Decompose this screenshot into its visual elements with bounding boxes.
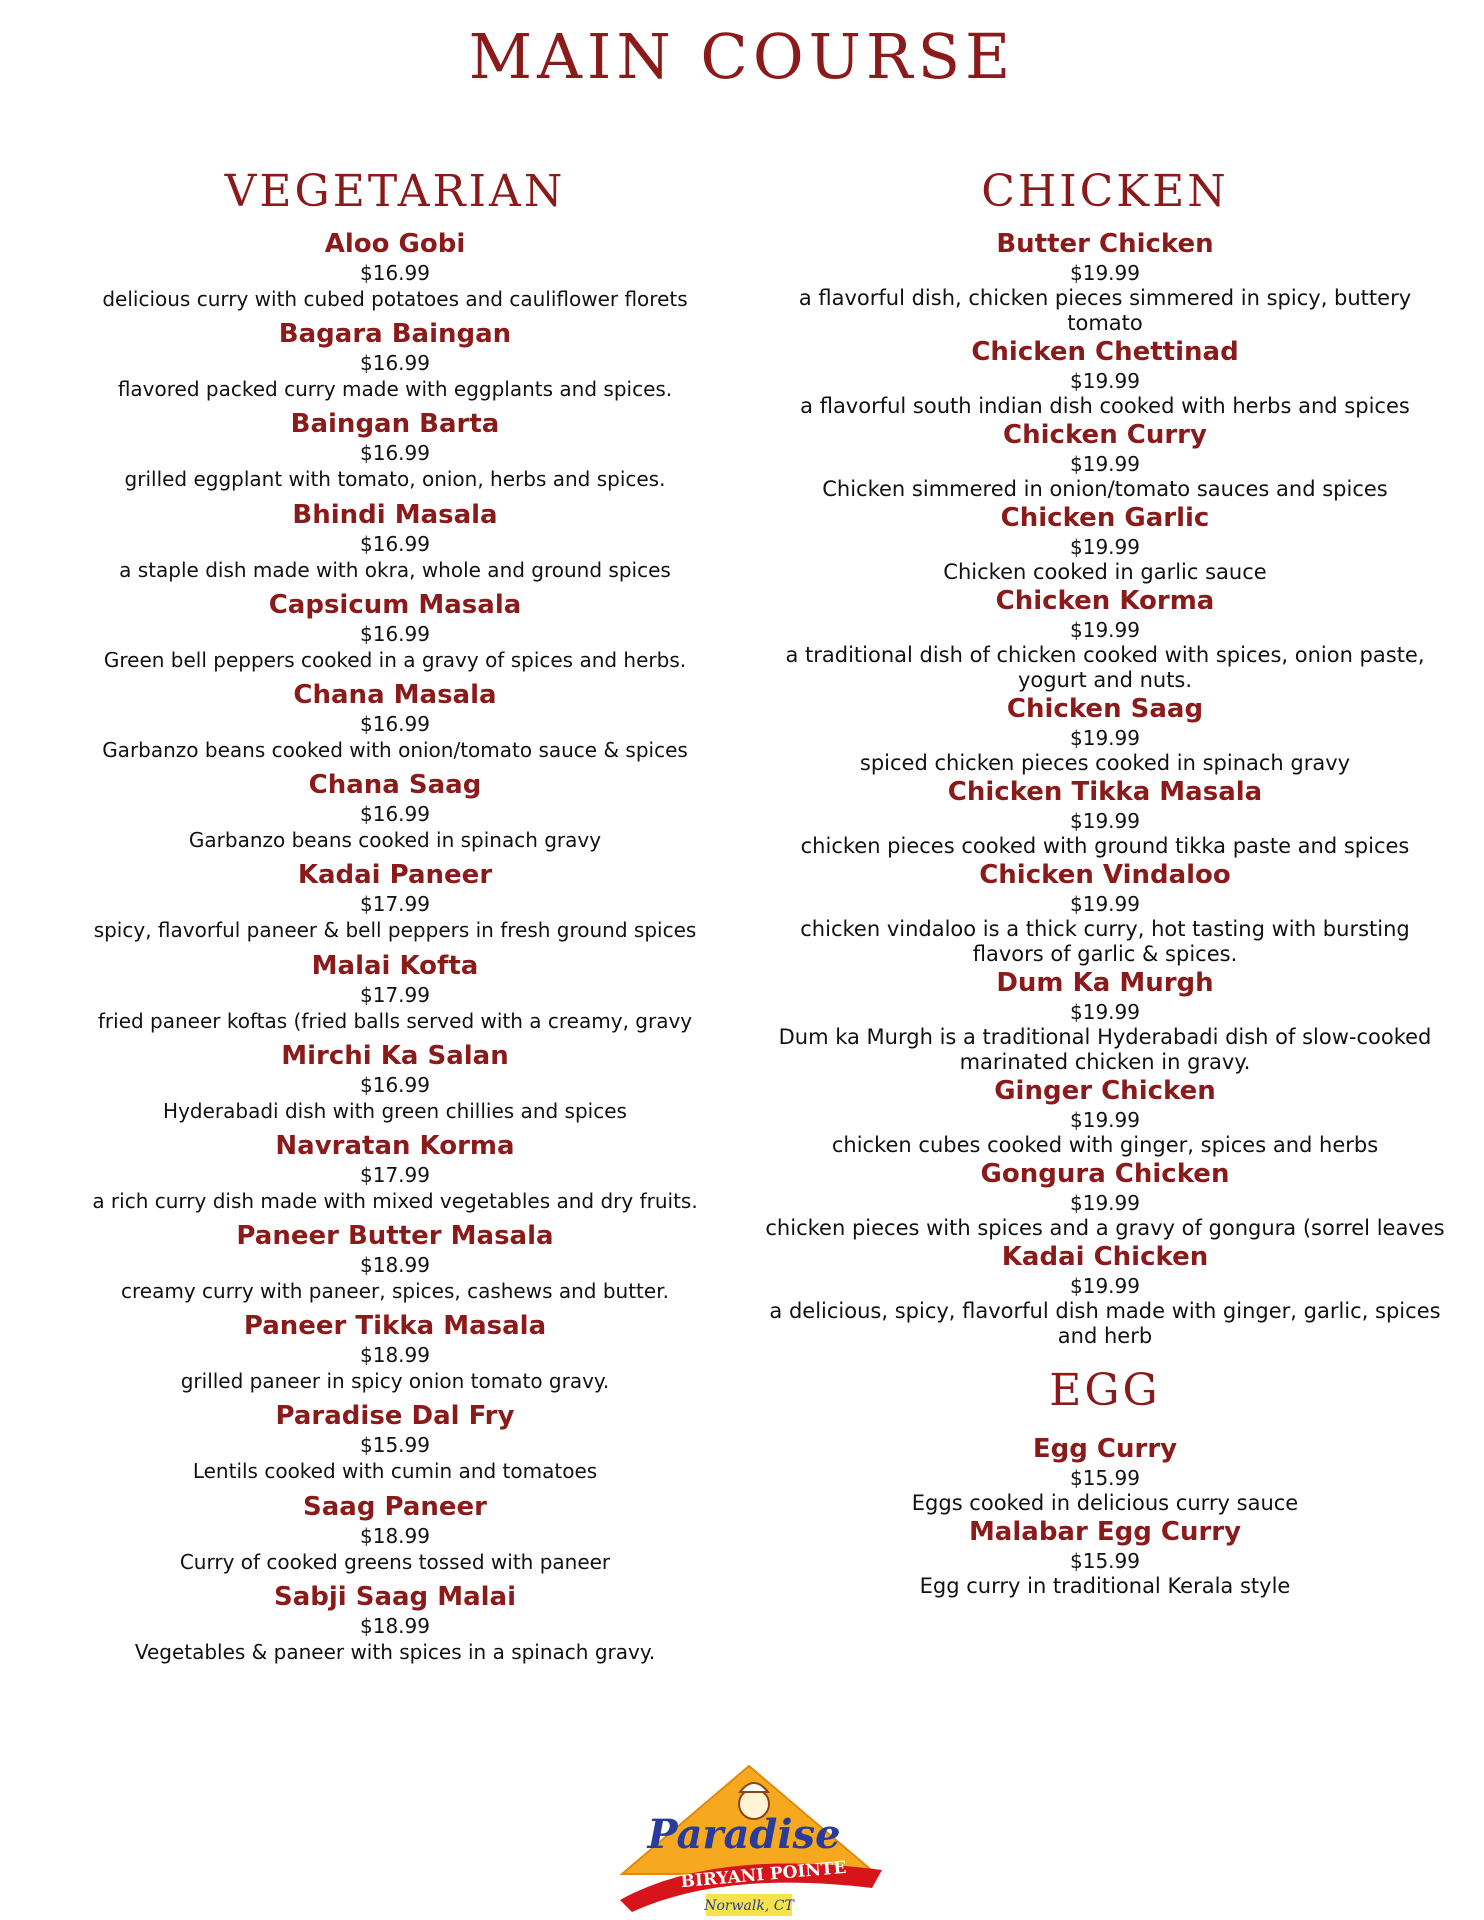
chicken-column [765,164,1445,1599]
item-desc: a traditional dish of chicken cooked with spices, onion paste, yogurt and nuts. [785,643,1425,692]
item-desc: a staple dish made with okra, whole and ground spices [119,557,671,582]
menu-item [765,1241,1445,1349]
menu-item [50,318,740,408]
menu-item [765,776,1445,859]
menu-item [50,950,740,1040]
menu-item [765,336,1445,419]
item-name: Bhindi Masala [292,499,498,530]
item-price: $18.99 [360,1613,430,1638]
item-desc: fried paneer koftas (fried balls served with a creamy, gravy [97,1008,693,1033]
item-name: Chicken Saag [1006,694,1204,724]
item-name: Paneer Tikka Masala [243,1311,547,1342]
vegetarian-heading: VEGETARIAN [224,166,566,217]
chicken-list [765,228,1445,1349]
item-name: Kadai Paneer [297,860,493,891]
item-desc: Eggs cooked in delicious curry sauce [911,1491,1299,1515]
item-price: $16.99 [360,531,430,556]
item-price: $19.99 [1070,1108,1140,1132]
item-name: Gongura Chicken [980,1159,1230,1189]
item-desc: Hyderabadi dish with green chillies and spices [163,1098,627,1123]
item-name: Malabar Egg Curry [968,1517,1242,1547]
item-desc: grilled paneer in spicy onion tomato gravy. [180,1369,610,1394]
menu-item [50,1310,740,1400]
item-desc: Garbanzo beans cooked in spinach gravy [188,828,602,853]
item-price: $16.99 [360,261,430,285]
item-price: $19.99 [1070,892,1140,916]
menu-item [50,1581,740,1671]
menu-item [50,859,740,949]
item-name: Malai Kofta [311,950,479,981]
item-name: Saag Paneer [303,1491,487,1522]
item-desc: flavored packed curry made with eggplants and spices. [117,377,673,402]
item-price: $16.99 [360,441,430,466]
item-desc: grilled eggplant with tomato, onion, herbs and spices. [124,467,666,492]
item-name: Ginger Chicken [994,1076,1216,1106]
item-name: Mirchi Ka Salan [281,1040,509,1071]
item-name: Capsicum Masala [268,589,522,620]
item-name: Chana Masala [293,679,497,710]
item-name: Paneer Butter Masala [236,1221,554,1252]
item-name: Chicken Korma [995,586,1215,616]
item-desc: a flavorful south indian dish cooked with herbs and spices [800,394,1410,418]
logo-location: Norwalk, CT [704,1898,794,1914]
item-desc: chicken pieces with spices and a gravy of gongura (sorrel leaves [765,1216,1445,1240]
item-desc: Green bell peppers cooked in a gravy of spices and herbs. [103,647,687,672]
item-name: Egg Curry [1032,1434,1178,1464]
item-price: $16.99 [360,802,430,827]
item-desc: Curry of cooked greens tossed with paneer [179,1549,611,1574]
logo-graphic [614,1762,884,1920]
item-price: $18.99 [360,1343,430,1368]
item-name: Aloo Gobi [324,229,466,259]
menu-item [765,1075,1445,1158]
item-desc: a delicious, spicy, flavorful dish made with ginger, garlic, spices and herb [769,1299,1441,1348]
item-desc: Egg curry in traditional Kerala style [919,1574,1291,1598]
item-desc: a rich curry dish made with mixed vegetables and dry fruits. [92,1188,698,1213]
item-price: $15.99 [1070,1466,1140,1490]
menu-item [765,693,1445,776]
item-desc: creamy curry with paneer, spices, cashews and butter. [121,1279,669,1304]
item-desc: Chicken simmered in onion/tomato sauces and spices [822,477,1388,501]
menu-item [765,419,1445,502]
item-price: $15.99 [360,1433,430,1458]
menu-item [765,228,1445,336]
item-name: Sabji Saag Malai [273,1581,517,1612]
item-price: $19.99 [1070,1191,1140,1215]
menu-item [50,1220,740,1310]
egg-list [765,1433,1445,1599]
item-desc: Vegetables & paneer with spices in a spinach gravy. [134,1639,656,1664]
item-price: $17.99 [360,892,430,917]
item-name: Chicken Chettinad [971,337,1239,367]
paradise-logo [614,1762,884,1920]
menu-item [50,769,740,859]
item-name: Bagara Baingan [278,319,512,350]
item-desc: Dum ka Murgh is a traditional Hyderabadi dish of slow-cooked marinated chicken in gravy. [778,1025,1432,1074]
item-name: Navratan Korma [275,1130,515,1161]
menu-item [50,1491,740,1581]
item-price: $16.99 [360,351,430,376]
menu-item [765,1516,1445,1599]
menu-item [50,228,740,318]
item-price: $17.99 [360,982,430,1007]
logo-brand: Paradise [647,1811,841,1858]
menu-item [765,1433,1445,1516]
item-desc: Garbanzo beans cooked with onion/tomato sauce & spices [102,737,688,762]
item-price: $19.99 [1070,1274,1140,1298]
item-name: Kadai Chicken [1001,1242,1209,1272]
item-price: $16.99 [360,1072,430,1097]
item-price: $15.99 [1070,1549,1140,1573]
item-price: $19.99 [1070,369,1140,393]
item-name: Dum Ka Murgh [996,968,1214,998]
menu-item [765,859,1445,967]
menu-item [50,408,740,498]
item-price: $19.99 [1070,452,1140,476]
item-price: $19.99 [1070,535,1140,559]
item-price: $19.99 [1070,618,1140,642]
vegetarian-list [50,228,740,1671]
item-desc: Lentils cooked with cumin and tomatoes [192,1459,598,1484]
item-price: $19.99 [1070,809,1140,833]
menu-item [50,679,740,769]
menu-item [765,967,1445,1075]
item-price: $19.99 [1070,1000,1140,1024]
vegetarian-column [50,164,740,1671]
page-title: MAIN COURSE [468,20,1016,93]
item-price: $16.99 [360,711,430,736]
item-name: Baingan Barta [290,409,500,440]
menu-item [765,502,1445,585]
item-desc: spicy, flavorful paneer & bell peppers in fresh ground spices [93,918,697,943]
menu-item [50,1400,740,1490]
item-name: Butter Chicken [996,229,1214,259]
item-desc: chicken vindaloo is a thick curry, hot tasting with bursting flavors of garlic & spices. [800,917,1410,966]
item-name: Chicken Curry [1003,420,1207,450]
item-desc: a flavorful dish, chicken pieces simmered in spicy, buttery tomato [798,286,1412,335]
menu-item [50,1130,740,1220]
item-name: Chicken Vindaloo [979,860,1231,890]
menu-item [50,499,740,589]
menu-item [50,589,740,679]
item-name: Chicken Garlic [1000,503,1210,533]
chicken-heading: CHICKEN [981,166,1229,217]
menu-item [50,1040,740,1130]
item-price: $18.99 [360,1523,430,1548]
item-name: Chana Saag [308,770,482,801]
item-price: $16.99 [360,621,430,646]
menu-item [765,585,1445,693]
item-price: $18.99 [360,1253,430,1278]
item-name: Paradise Dal Fry [275,1401,515,1432]
item-price: $17.99 [360,1162,430,1187]
item-price: $19.99 [1070,726,1140,750]
egg-heading: EGG [1049,1365,1161,1416]
item-desc: delicious curry with cubed potatoes and cauliflower florets [102,287,688,311]
item-desc: spiced chicken pieces cooked in spinach gravy [859,751,1351,775]
item-price: $19.99 [1070,261,1140,285]
item-desc: chicken pieces cooked with ground tikka paste and spices [800,834,1410,858]
item-desc: Chicken cooked in garlic sauce [943,560,1267,584]
menu-item [765,1158,1445,1241]
item-name: Chicken Tikka Masala [947,777,1263,807]
item-desc: chicken cubes cooked with ginger, spices and herbs [831,1133,1379,1157]
logo-tagline: BIRYANI POINTE [679,1857,848,1893]
